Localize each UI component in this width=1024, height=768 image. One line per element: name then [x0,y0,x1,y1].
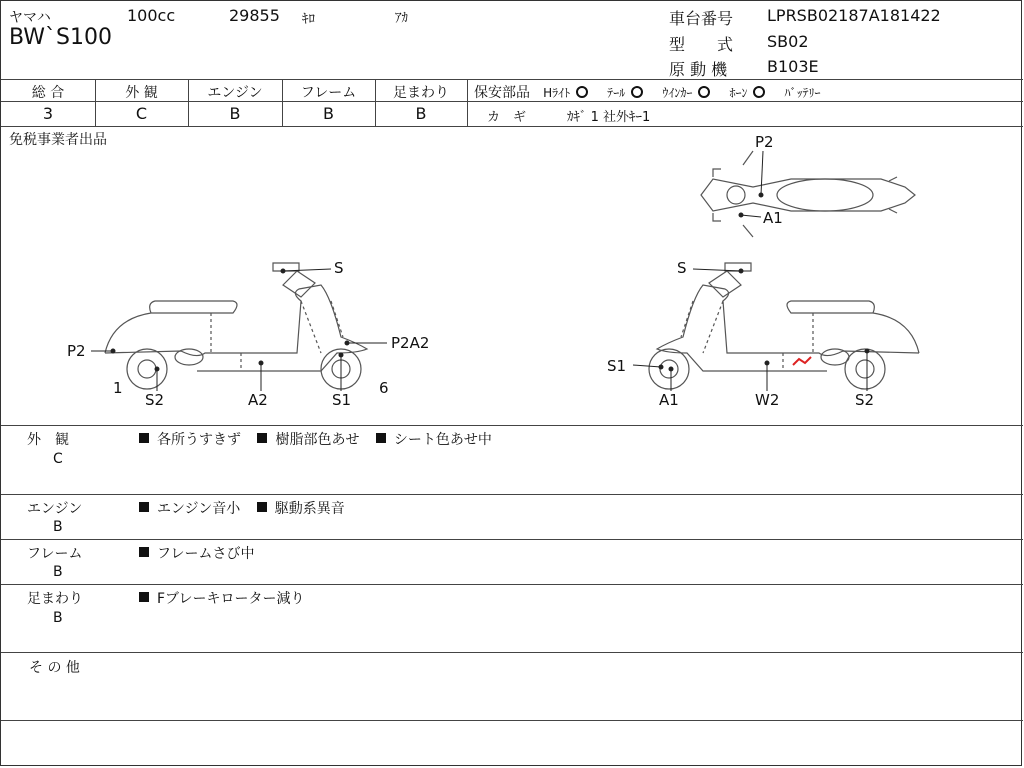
safety-parts-label: 保安部品 [474,85,530,101]
note-grade-engine: B [53,519,63,535]
note-item: エンジン音小 [157,501,241,517]
bullet-square-icon [139,433,149,443]
label-right-s2: S2 [855,391,875,409]
grade-header-exterior: 外 観 [125,85,158,101]
note-label-frame: フレーム [27,546,83,562]
note-item: 駆動系異音 [274,501,345,517]
label-left-s1: S1 [332,391,352,409]
engine-label: 原 動 機 [669,60,728,79]
grade-frame: B [323,104,334,123]
note-item: シート色あせ中 [393,432,492,448]
divider [467,79,468,126]
ok-circle-icon [576,86,588,98]
label-right-w2: W2 [755,391,780,409]
grade-header-frame: フレーム [300,85,357,101]
frame-number-label: 車台番号 [669,9,734,28]
note-label-other: そ の 他 [29,660,80,676]
note-grade-exterior: C [53,451,63,467]
grade-overall: 3 [42,104,54,123]
label-left-a2: A2 [248,391,268,409]
ok-circle-icon [753,86,765,98]
grade-suspension: B [415,104,427,123]
note-grade-frame: B [53,564,63,580]
bullet-square-icon [139,547,149,557]
note-label-engine: エンジン [27,501,83,517]
type-value: SB02 [767,32,809,51]
engine-value: B103E [767,57,819,76]
mileage: 29855 [229,6,280,25]
grade-engine: B [229,104,241,123]
scooter-diagram [1,127,1023,425]
divider [1,79,1023,80]
note-items-exterior [139,429,504,449]
label-top-a1: A1 [763,209,783,227]
label-left-s2: S2 [145,391,165,409]
safety-item-taillight: ﾃｰﾙ [607,86,626,100]
maker: ヤマハ [9,10,51,26]
bullet-square-icon [139,592,149,602]
note-item: 各所うすきず [157,432,241,448]
key-value: ｶｷﾞ 1 社外ｷｰ1 [567,110,651,125]
bullet-square-icon [257,502,267,512]
label-left-6: 6 [379,379,389,397]
scooter-right-view [649,263,919,389]
note-label-exterior: 外 観 [27,432,69,448]
grade-exterior: C [135,104,148,123]
label-right-s1: S1 [607,357,627,375]
color: ｱｶ [395,11,408,26]
displacement: 100cc [127,6,176,25]
divider [1,720,1023,721]
grade-header-suspension: 足まわり [393,85,449,101]
label-right-a1: A1 [659,391,679,409]
safety-item-battery: ﾊﾞｯﾃﾘｰ [784,86,821,100]
divider [1,652,1023,653]
safety-item-headlight: Hﾗｲﾄ [543,86,571,100]
note-item: フレームさび中 [157,546,255,562]
model-name: BW`S100 [9,25,113,50]
bullet-square-icon [257,433,267,443]
label-left-p2: P2 [67,342,86,360]
mileage-unit: ｷﾛ [302,12,315,27]
note-item: Fブレーキローター減り [157,591,305,607]
label-right-s: S [677,259,687,277]
ok-circle-icon [631,86,643,98]
label-left-s: S [334,259,344,277]
label-left-1: 1 [113,379,123,397]
note-item: 樹脂部色あせ [275,432,360,448]
divider [1,539,1023,540]
note-items-engine [139,498,357,518]
scooter-top-view [701,151,915,237]
divider [467,101,1023,102]
note-label-suspension: 足まわり [27,591,83,607]
scooter-left-view [105,263,367,389]
divider [1,494,1023,495]
key-label: カ ギ [487,110,527,125]
divider [1,425,1023,426]
divider [1,584,1023,585]
safety-parts-row [474,82,821,102]
tax-note: 免税事業者出品 [9,132,107,148]
label-top-p2: P2 [755,133,774,151]
safety-item-horn: ﾎｰﾝ [729,86,748,100]
note-items-frame [139,543,266,563]
type-label: 型 式 [669,35,734,54]
label-left-p2a2: P2A2 [391,334,430,352]
grade-header-overall: 総 合 [31,85,65,101]
safety-item-winker: ｳｲﾝｶｰ [662,86,693,100]
bullet-square-icon [139,502,149,512]
grade-header-engine: エンジン [207,85,263,101]
note-grade-suspension: B [53,610,63,626]
damage-mark [793,357,811,365]
ok-circle-icon [698,86,710,98]
note-items-suspension [139,588,317,608]
frame-number: LPRSB02187A181422 [767,6,941,25]
bullet-square-icon [376,433,386,443]
